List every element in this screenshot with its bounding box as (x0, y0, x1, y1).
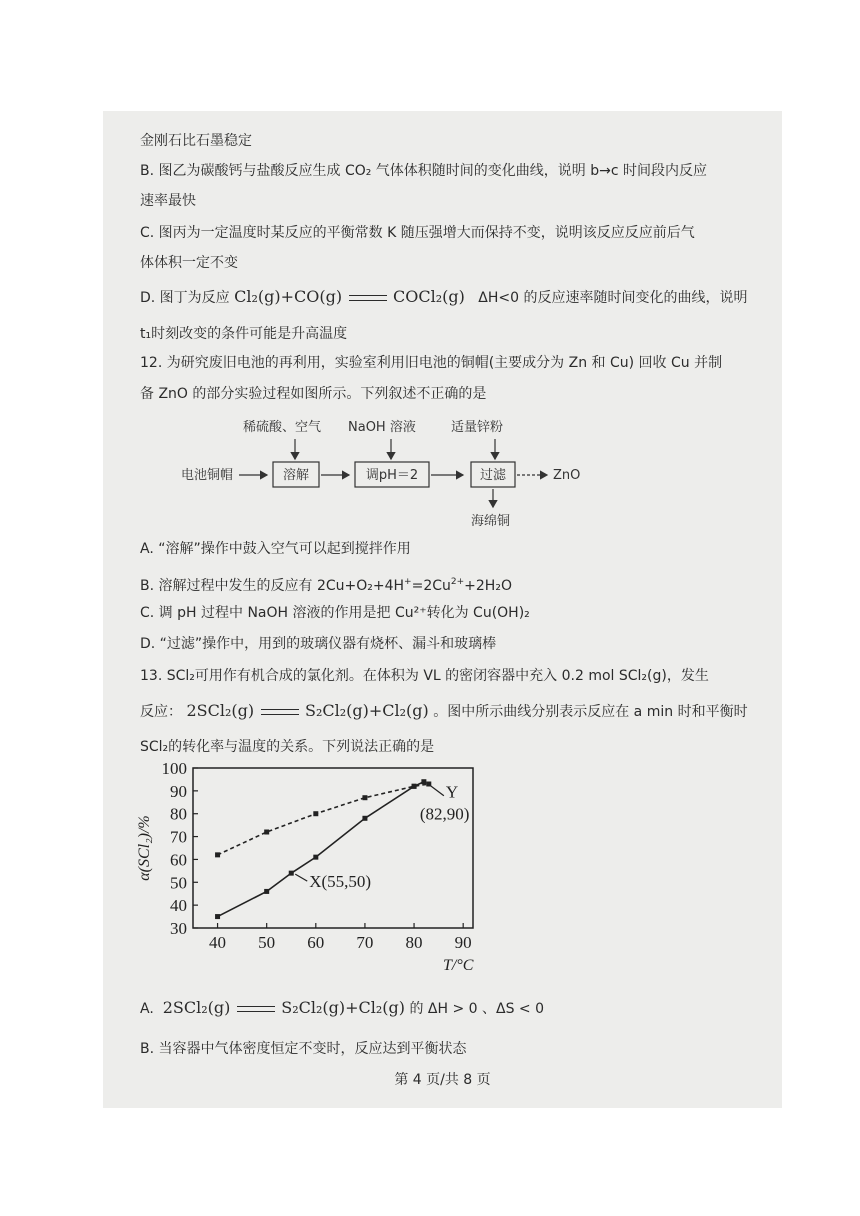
solid-series-line (218, 782, 424, 917)
chem-formula: Cl₂(g)+CO(g) (234, 287, 343, 306)
chem-formula: 2SCl₂(g) (162, 998, 231, 1017)
chem-formula: COCl₂(g) (393, 287, 465, 306)
text-line: t₁时刻改变的条件可能是升高温度 (140, 326, 348, 342)
reagent-label: 适量锌粉 (451, 420, 504, 435)
x-tick-label: 60 (307, 933, 325, 952)
question-12-text: 12. 为研究废旧电池的再利用，实验室利用旧电池的铜帽(主要成分为 Zn 和 Cu) 回收 Cu 并制 (140, 355, 723, 371)
data-point (421, 779, 426, 784)
y-tick-label: 60 (170, 850, 187, 870)
y-tick-label: 100 (161, 759, 187, 778)
chem-formula: 2SCl₂(g) (186, 701, 255, 720)
byproduct-label: 海绵铜 (471, 514, 511, 529)
x-tick-label: 40 (209, 933, 227, 952)
conversion-chart (133, 756, 503, 986)
series-group (215, 779, 431, 919)
option-d-text (140, 287, 747, 308)
question-13-text: SCl₂的转化率与温度的关系。下列说法正确的是 (140, 739, 435, 755)
superscript: + (404, 577, 412, 587)
reagent-label: 稀硫酸、空气 (243, 420, 322, 435)
option-b-text: B. 图乙为碳酸钙与盐酸反应生成 CO₂ 气体体积随时间的变化曲线，说明 b→c 时间段内反应 (140, 163, 708, 179)
plot-frame (193, 768, 473, 928)
y-tick-label: 30 (170, 919, 187, 938)
data-point (264, 889, 269, 894)
x-axis-label: T/°C (443, 957, 474, 974)
start-label: 电池铜帽 (181, 468, 234, 483)
y-tick-label: 80 (170, 804, 187, 824)
step-label: 溶解 (282, 468, 310, 483)
question-12-text: 备 ZnO 的部分实验过程如图所示。下列叙述不正确的是 (140, 386, 487, 402)
data-point (362, 816, 367, 821)
annotation-arrow (295, 874, 307, 881)
data-point (362, 795, 367, 800)
superscript: 2+ (450, 577, 465, 587)
option-c-text: C. 调 pH 过程中 NaOH 溶液的作用是把 Cu²⁺转化为 Cu(OH)₂ (140, 605, 530, 621)
data-point (289, 871, 294, 876)
data-point (412, 784, 417, 789)
chem-formula: S₂Cl₂(g)+Cl₂(g) (281, 998, 406, 1017)
text-fragment: +2H₂O (464, 578, 512, 594)
x-tick-label: 70 (356, 933, 374, 952)
data-point (313, 855, 318, 860)
text-fragment: 的反应速率随时间变化的曲线，说明 (523, 290, 748, 306)
text-fragment: 的 ΔH > 0 、ΔS < 0 (409, 1001, 545, 1017)
equilibrium-arrow-icon (237, 1003, 275, 1015)
page-number: 第 4 页/共 8 页 (394, 1072, 491, 1088)
y-tick-label: 40 (170, 896, 187, 916)
reagent-label: NaOH 溶液 (348, 420, 416, 435)
text-line: 金刚石比石墨稳定 (140, 133, 252, 149)
text-fragment: D. 图丁为反应 (140, 290, 230, 306)
y-tick-label: 70 (170, 827, 187, 847)
equilibrium-arrow-icon (349, 292, 387, 304)
y-tick-label: 90 (170, 781, 187, 801)
data-point (215, 852, 220, 857)
text-fragment: =2Cu (411, 578, 451, 594)
process-flow-diagram (173, 411, 603, 536)
data-point (313, 811, 318, 816)
text-fragment: 。图中所示曲线分别表示反应在 a min 时和平衡时 (433, 704, 748, 720)
equilibrium-arrow-icon (261, 706, 299, 718)
annotation-label: X(55,50) (309, 872, 372, 892)
text-fragment: B. 溶解过程中发生的反应有 2Cu+O₂+4H (140, 578, 405, 594)
text-fragment: A. (140, 1001, 154, 1017)
annotations (295, 783, 469, 891)
option-a-text: A. “溶解”操作中鼓入空气可以起到搅拌作用 (140, 541, 411, 557)
option-b-text (140, 572, 512, 596)
y-axis-label: α(SCl₂)/% (136, 815, 153, 881)
x-tick-label: 80 (405, 933, 423, 952)
annotation-label: (82,90) (419, 804, 470, 824)
dashed-series-line (218, 784, 429, 855)
chem-formula: S₂Cl₂(g)+Cl₂(g) (305, 701, 429, 720)
question-13-text: 13. SCl₂可用作有机合成的氯化剂。在体积为 VL 的密闭容器中充入 0.2 mol SCl₂(g)，发生 (140, 668, 709, 684)
y-tick-label: 50 (170, 873, 187, 893)
text-line: 体体积一定不变 (140, 255, 238, 271)
data-point (264, 830, 269, 835)
text-line: 速率最快 (140, 193, 196, 209)
data-point (215, 914, 220, 919)
option-d-text: D. “过滤”操作中，用到的玻璃仪器有烧杯、漏斗和玻璃棒 (140, 636, 497, 652)
product-label: ZnO (553, 468, 581, 483)
annotation-label: Y (445, 782, 459, 802)
option-c-text: C. 图丙为一定温度时某反应的平衡常数 K 随压强增大而保持不变，说明该反应反应前后气 (140, 225, 695, 241)
text-fragment: 反应： (140, 704, 182, 720)
step-label: 调pH＝2 (365, 468, 419, 483)
x-tick-label: 50 (258, 933, 276, 952)
step-label: 过滤 (479, 468, 507, 483)
annotation-arrow (428, 784, 444, 796)
question-13-text (140, 701, 748, 722)
exam-page (103, 111, 782, 1108)
option-b-text: B. 当容器中气体密度恒定不变时，反应达到平衡状态 (140, 1041, 467, 1057)
x-tick-label: 90 (454, 933, 472, 952)
option-a-text (140, 998, 544, 1019)
enthalpy-text: ΔH<0 (478, 290, 520, 306)
